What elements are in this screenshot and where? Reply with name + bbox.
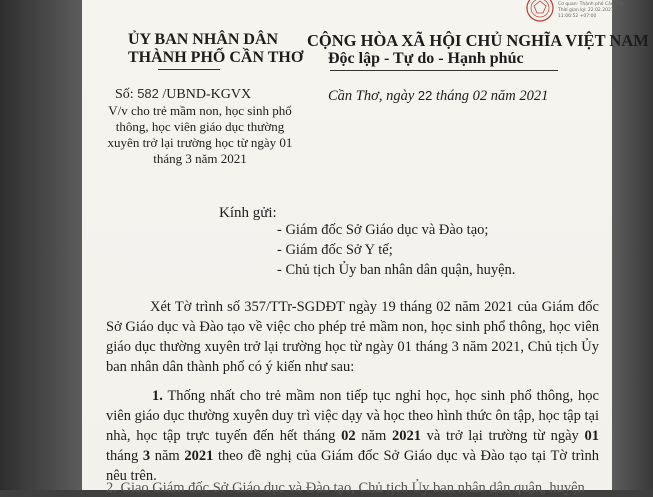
- doc-number-prefix: Số:: [115, 87, 134, 102]
- right-dark-border: [612, 0, 653, 490]
- stamp-sign-date: Thời gian ký: 22.02.2021: [558, 8, 614, 13]
- stamp-agency: Cơ quan: Thành phố Cần Thơ: [558, 2, 624, 7]
- item-1-return-month: 3: [142, 448, 151, 464]
- item-1-month-end: 02: [341, 428, 356, 444]
- date-rest: tháng 02 năm 2021: [436, 88, 549, 104]
- org-underline: [158, 69, 220, 70]
- issuing-org-line1: ỦY BAN NHÂN DÂN: [128, 31, 279, 48]
- recipient-item: - Giám đốc Sở Y tế;: [277, 242, 393, 258]
- item-1-return-day: 01: [584, 428, 600, 444]
- national-title: CỘNG HÒA XÃ HỘI CHỦ NGHĨA VIỆT NAM: [307, 31, 649, 50]
- national-motto: Độc lập - Tự do - Hạnh phúc: [328, 50, 524, 67]
- item-1-text-f: theo đề nghị của Giám đốc Sở Giáo dục và Đào tạo tại Tờ trình nêu trên.: [106, 448, 600, 484]
- left-dark-border: [0, 0, 82, 490]
- date-day: 22: [417, 88, 433, 103]
- item-1-text-e: năm: [154, 448, 180, 464]
- item-1-text-b: năm: [361, 428, 387, 444]
- motto-underline: [330, 70, 558, 71]
- document-number: [115, 86, 251, 103]
- recipient-item: - Chủ tịch Ủy ban nhân dân quận, huyện.: [277, 262, 516, 278]
- recipients-label: Kính gửi:: [219, 205, 277, 221]
- item-1-text-c: và trở lại trường từ ngày: [426, 428, 579, 444]
- doc-number-suffix: /UBND-KGVX: [162, 87, 252, 102]
- issuing-org-line2: THÀNH PHỐ CẦN THƠ: [128, 49, 304, 66]
- item-1-text-d: tháng: [106, 448, 139, 464]
- document-date: [328, 88, 548, 105]
- body-item-1-paragraph: [106, 386, 599, 486]
- stamp-sign-time: 11:06:52 +07:00: [558, 14, 597, 19]
- date-place: Cần Thơ, ngày: [328, 88, 415, 104]
- document-page: [82, 0, 649, 496]
- item-1-number: 1.: [152, 388, 163, 404]
- item-1-year-end: 2021: [391, 428, 421, 444]
- recipient-item: - Giám đốc Sở Giáo dục và Đào tạo;: [277, 222, 489, 238]
- body-item-2-cutoff: 2. Giao Giám đốc Sở Giáo dục và Đào tạo, Chủ tịch Ủy ban nhân dân quận, huyện: [106, 480, 585, 496]
- item-1-text-a: Thống nhất cho trẻ mầm non tiếp tục nghỉ học, học sinh phổ thông, học viên giáo dục thường xuyên duy trì việc dạy và học theo hình thức ôn tập, học tập tại nhà, học tập trực tuyến đến hết tháng: [106, 388, 599, 444]
- item-1-return-year: 2021: [184, 448, 214, 464]
- body-intro-paragraph: Xét Tờ trình số 357/TTr-SGDĐT ngày 19 tháng 02 năm 2021 của Giám đốc Sở Giáo dục và Đào tạo về việc cho phép trẻ mầm non, học sinh phổ thông, học viên giáo dục thường xuyên trở lại trường học từ ngày 01 tháng 3 năm 2021, Chủ tịch Ủy ban nhân dân thành phố có ý kiến như sau:: [106, 299, 599, 375]
- doc-number-value: 582: [137, 86, 159, 101]
- document-subject: V/v cho trẻ mầm non, học sinh phổ thông, học viên giáo dục thường xuyên trở lại trường học từ ngày 01 tháng 3 năm 2021: [107, 103, 293, 166]
